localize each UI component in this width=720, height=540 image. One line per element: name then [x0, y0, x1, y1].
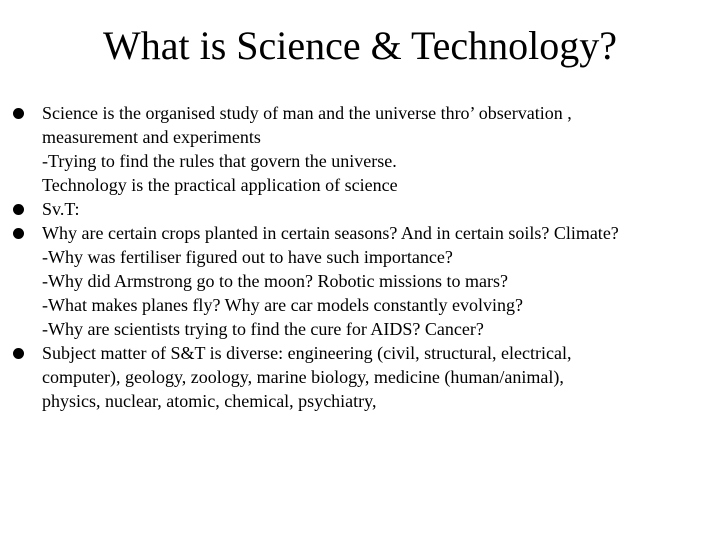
bullet-text-line: Sv.T:: [42, 199, 80, 219]
slide-title: What is Science & Technology?: [102, 23, 618, 68]
bullet-text-line: computer), geology, zoology, marine biology, medicine (human/animal),: [42, 367, 564, 387]
bullet-dot-icon: [13, 348, 24, 359]
bullet-dot-icon: [13, 228, 24, 239]
bullet-text-line: physics, nuclear, atomic, chemical, psychiatry,: [42, 391, 377, 411]
bullet-text-line: -Why did Armstrong go to the moon? Robotic missions to mars?: [42, 271, 508, 291]
bullet-dot-icon: [13, 108, 24, 119]
bullet-item-questions: [0, 221, 720, 341]
bullet-text-line: Why are certain crops planted in certain seasons? And in certain soils? Climate?: [42, 223, 619, 243]
bullet-text-line: measurement and experiments: [42, 127, 261, 147]
bullet-item-science-definition: [0, 101, 720, 197]
bullet-text-line: -Why was fertiliser figured out to have such importance?: [42, 247, 453, 267]
bullet-text-line: Science is the organised study of man and the universe thro’ observation ,: [42, 103, 572, 123]
bullet-text-line: -Why are scientists trying to find the cure for AIDS? Cancer?: [42, 319, 484, 339]
bullet-text-line: -Trying to find the rules that govern the universe.: [42, 151, 397, 171]
bullet-list: [0, 101, 720, 413]
bullet-text-line: -What makes planes fly? Why are car models constantly evolving?: [42, 295, 523, 315]
bullet-item-svt: [0, 197, 720, 221]
bullet-dot-icon: [13, 204, 24, 215]
bullet-item-subject-matter: [0, 341, 720, 413]
bullet-text-line: Technology is the practical application of science: [42, 175, 398, 195]
bullet-text-line: Subject matter of S&T is diverse: engineering (civil, structural, electrical,: [42, 343, 572, 363]
